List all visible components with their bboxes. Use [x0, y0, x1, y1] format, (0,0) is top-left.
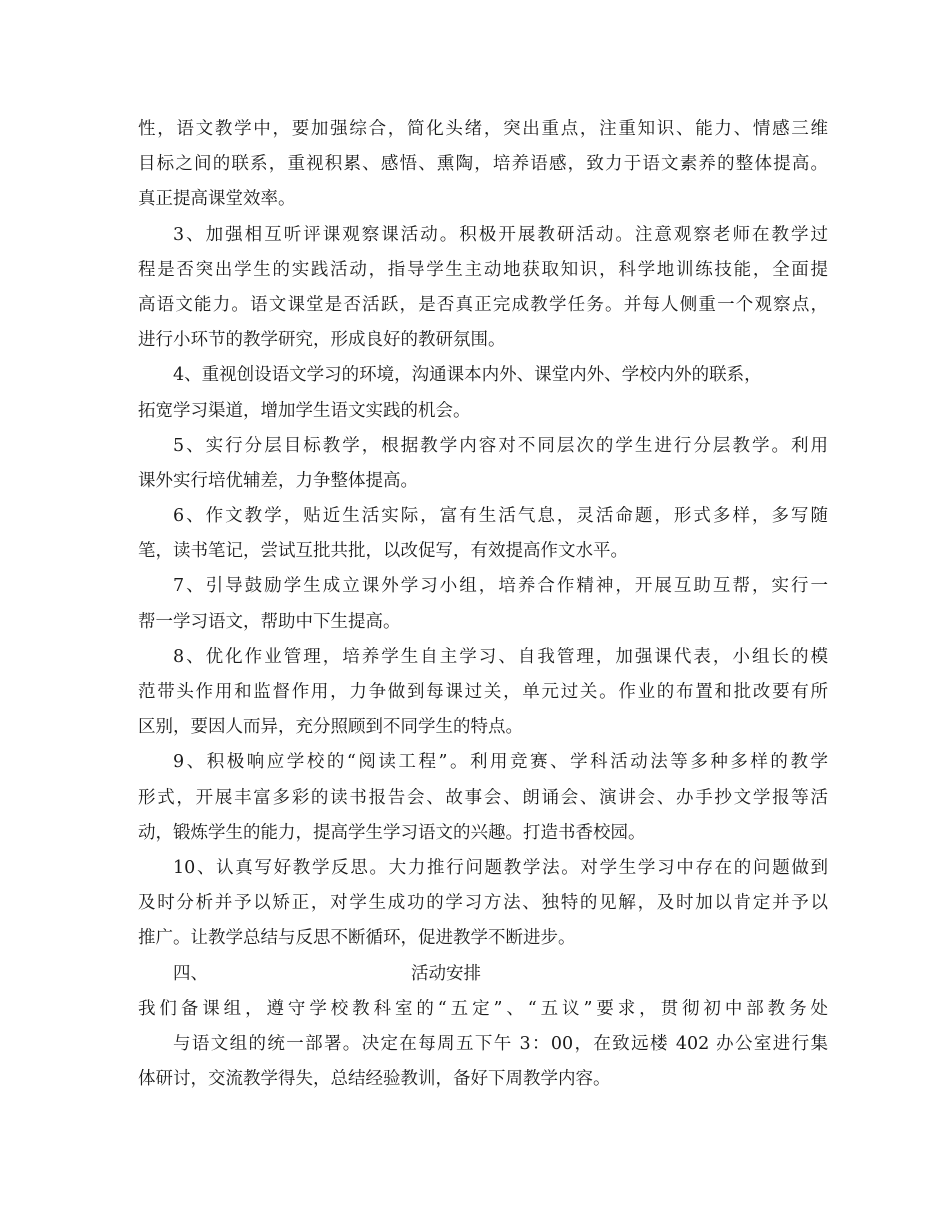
text-line: 我们备课组，遵守学校教科室的“五定”、“五议”要求，贯彻初中部教务处	[138, 998, 828, 1019]
text-line: 7、引导鼓励学生成立课外学习小组，培养合作精神，开展互助互帮，实行一	[173, 576, 828, 597]
paragraph-item-8	[138, 640, 828, 746]
text-line: 推广。让教学总结与反思不断循环，促进教学不断进步。	[138, 928, 576, 949]
section-title: 活动安排	[411, 963, 481, 984]
text-line: 及时分析并予以矫正，对学生成功的学习方法、独特的见解，及时加以肯定并予以	[138, 893, 828, 914]
text-line: 笔，读书笔记，尝试互批共批，以改促写，有效提高作文水平。	[138, 541, 628, 562]
paragraph-item-10	[138, 851, 828, 957]
text-line: 目标之间的联系，重视积累、感悟、熏陶，培养语感，致力于语文素养的整体提高。	[138, 154, 828, 175]
text-line: 区别，要因人而异，充分照顾到不同学生的特点。	[138, 717, 523, 738]
paragraph-item-3	[138, 218, 828, 359]
text-line: 10、认真写好教学反思。大力推行问题教学法。对学生学习中存在的问题做到	[173, 857, 828, 878]
text-line: 拓宽学习渠道，增加学生语文实践的机会。	[138, 400, 471, 421]
section-number: 四、	[173, 963, 208, 984]
text-line: 形式，开展丰富多彩的读书报告会、故事会、朗诵会、演讲会、办手抄文学报等活	[138, 787, 828, 808]
paragraph-item-9	[138, 745, 828, 851]
text-line: 3、加强相互听评课观察课活动。积极开展教研活动。注意观察老师在教学过	[173, 224, 828, 245]
paragraph-item-6	[138, 499, 828, 569]
text-line: 5、实行分层目标教学，根据教学内容对不同层次的学生进行分层教学。利用	[173, 435, 828, 456]
text-line: 4、重视创设语文学习的环境，沟通课本内外、课堂内外、学校内外的联系，	[173, 365, 762, 386]
text-line: 课外实行培优辅差，力争整体提高。	[138, 470, 418, 491]
text-line: 程是否突出学生的实践活动，指导学生主动地获取知识，科学地训练技能，全面提	[138, 259, 828, 280]
text-line: 性，语文教学中，要加强综合，简化头绪，突出重点，注重知识、能力、情感三维	[138, 119, 828, 139]
text-line: 体研讨，交流教学得失，总结经验教训，备好下周教学内容。	[138, 1069, 611, 1090]
text-line: 9、积极响应学校的“阅读工程”。利用竞赛、学科活动法等多种多样的教学	[173, 752, 828, 773]
paragraph-item-5	[138, 429, 828, 499]
paragraph-intro	[138, 112, 828, 218]
section-heading	[138, 957, 828, 992]
text-line: 6、作文教学，贴近生活实际，富有生活气息，灵活命题，形式多样，多写随	[173, 506, 828, 527]
text-line: 帮一学习语文，帮助中下生提高。	[138, 611, 401, 632]
document-body	[138, 112, 828, 1097]
text-line: 真正提高课堂效率。	[138, 189, 296, 210]
text-line: 8、优化作业管理，培养学生自主学习、自我管理，加强课代表，小组长的模	[173, 646, 828, 667]
text-line: 动，锻炼学生的能力，提高学生学习语文的兴趣。打造书香校园。	[138, 822, 646, 843]
text-line: 范带头作用和监督作用，力争做到每课过关，单元过关。作业的布置和批改要有所	[138, 682, 828, 702]
paragraph-item-4	[138, 358, 828, 428]
text-line: 进行小环节的教学研究，形成良好的教研氛围。	[138, 330, 506, 351]
text-line: 与语文组的统一部署。决定在每周五下午 3：00，在致远楼 402 办公室进行集	[173, 1033, 828, 1054]
paragraph-item-7	[138, 569, 828, 639]
text-line: 高语文能力。语文课堂是否活跃，是否真正完成教学任务。并每人侧重一个观察点，	[138, 294, 828, 315]
paragraph-closing	[138, 992, 828, 1098]
